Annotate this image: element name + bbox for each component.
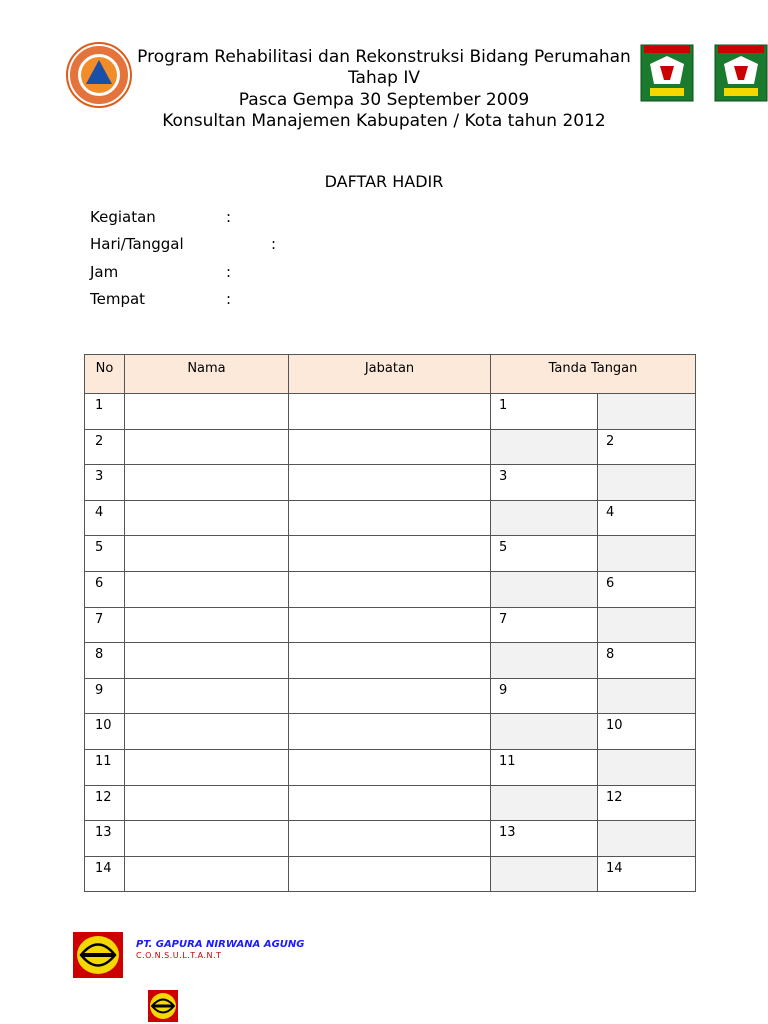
table-row (85, 394, 696, 430)
cell-jabatan (289, 465, 491, 501)
cell-signature-right (598, 856, 696, 892)
field-tempat-sep: : (226, 290, 232, 308)
field-kegiatan-label: Kegiatan (90, 208, 156, 226)
cell-no (85, 571, 125, 607)
cell-no-number: 6 (95, 575, 104, 591)
cell-signature-right (598, 394, 696, 430)
table-row (85, 856, 696, 892)
cell-signature-right-number: 8 (606, 647, 615, 663)
cell-signature-left (491, 500, 598, 536)
header-line-2: Tahap IV (347, 68, 421, 88)
table-row (85, 536, 696, 572)
cell-signature-right (598, 571, 696, 607)
col-header-jabatan: Jabatan (289, 355, 491, 394)
cell-no (85, 785, 125, 821)
cell-jabatan (289, 821, 491, 857)
cell-signature-left-number: 3 (499, 469, 508, 485)
cell-signature-left (491, 821, 598, 857)
cell-signature-right (598, 785, 696, 821)
header-line-4: Konsultan Manajemen Kabupaten / Kota tahun 2012 (162, 111, 606, 131)
cell-jabatan (289, 856, 491, 892)
cell-no-number: 12 (95, 789, 112, 805)
cell-jabatan (289, 678, 491, 714)
cell-no (85, 821, 125, 857)
cell-no-number: 14 (95, 860, 112, 876)
cell-no (85, 749, 125, 785)
cell-no-number: 8 (95, 647, 104, 663)
cell-jabatan (289, 643, 491, 679)
cell-nama (125, 821, 289, 857)
cell-signature-right (598, 465, 696, 501)
cell-no-number: 11 (95, 753, 112, 769)
cell-nama (125, 465, 289, 501)
cell-jabatan (289, 714, 491, 750)
cell-nama (125, 643, 289, 679)
cell-jabatan (289, 571, 491, 607)
cell-signature-left (491, 607, 598, 643)
cell-signature-left (491, 394, 598, 430)
table-row (85, 678, 696, 714)
cell-signature-right-number: 10 (606, 718, 623, 734)
cell-signature-right (598, 643, 696, 679)
cell-no-number: 13 (95, 825, 112, 841)
table-row (85, 500, 696, 536)
cell-no (85, 394, 125, 430)
table-row (85, 643, 696, 679)
cell-signature-left (491, 429, 598, 465)
cell-nama (125, 856, 289, 892)
field-kegiatan-sep: : (226, 208, 232, 226)
cell-signature-left-number: 7 (499, 611, 508, 627)
cell-signature-left (491, 785, 598, 821)
table-row (85, 465, 696, 501)
cell-no-number: 2 (95, 433, 104, 449)
cell-signature-right (598, 821, 696, 857)
col-header-nama: Nama (125, 355, 289, 394)
cell-no-number: 5 (95, 540, 104, 556)
cell-signature-right (598, 749, 696, 785)
cell-signature-left-number: 11 (499, 753, 516, 769)
cell-no (85, 714, 125, 750)
cell-nama (125, 785, 289, 821)
table-row (85, 714, 696, 750)
cell-nama (125, 500, 289, 536)
attendance-table (84, 354, 696, 892)
cell-signature-right-number: 14 (606, 860, 623, 876)
cell-no (85, 607, 125, 643)
page-title: DAFTAR HADIR (324, 172, 444, 191)
cell-signature-left-number: 1 (499, 398, 508, 413)
field-hari-sep: : (271, 235, 277, 253)
gapura-logo-small (148, 990, 178, 1022)
cell-signature-right (598, 678, 696, 714)
cell-nama (125, 678, 289, 714)
cell-jabatan (289, 536, 491, 572)
cell-no (85, 500, 125, 536)
cell-signature-left-number: 13 (499, 825, 516, 841)
field-jam-sep: : (226, 263, 232, 281)
header-line-3: Pasca Gempa 30 September 2009 (238, 90, 530, 110)
cell-signature-right-number: 6 (606, 575, 615, 591)
cell-signature-left (491, 856, 598, 892)
cell-jabatan (289, 500, 491, 536)
cell-signature-right-number: 12 (606, 789, 623, 805)
col-header-no: No (85, 355, 125, 394)
cell-no-number: 1 (95, 398, 104, 413)
field-tempat-label: Tempat (90, 290, 146, 308)
cell-nama (125, 607, 289, 643)
cell-signature-left (491, 714, 598, 750)
cell-no (85, 536, 125, 572)
cell-signature-left (491, 749, 598, 785)
cell-no (85, 856, 125, 892)
cell-jabatan (289, 607, 491, 643)
cell-signature-right (598, 429, 696, 465)
cell-no (85, 465, 125, 501)
cell-signature-right (598, 607, 696, 643)
cell-signature-left (491, 571, 598, 607)
table-row (85, 821, 696, 857)
cell-nama (125, 394, 289, 430)
cell-jabatan (289, 429, 491, 465)
cell-no-number: 7 (95, 611, 104, 627)
cell-no-number: 4 (95, 504, 104, 520)
field-hari-label: Hari/Tanggal (90, 235, 184, 253)
header-line-1: Program Rehabilitasi dan Rekonstruksi Bidang Perumahan (137, 47, 631, 67)
cell-no (85, 643, 125, 679)
cell-signature-left-number: 5 (499, 540, 508, 556)
cell-nama (125, 749, 289, 785)
table-row (85, 571, 696, 607)
table-row (85, 607, 696, 643)
cell-jabatan (289, 785, 491, 821)
cell-nama (125, 536, 289, 572)
cell-signature-right (598, 500, 696, 536)
table-row (85, 429, 696, 465)
cell-signature-right (598, 536, 696, 572)
cell-signature-left (491, 643, 598, 679)
cell-jabatan (289, 749, 491, 785)
cell-no-number: 3 (95, 469, 104, 485)
cell-signature-left (491, 465, 598, 501)
cell-no-number: 10 (95, 718, 112, 734)
cell-no-number: 9 (95, 682, 104, 698)
cell-signature-right (598, 714, 696, 750)
col-header-tanda-tangan: Tanda Tangan (491, 355, 696, 394)
cell-no (85, 429, 125, 465)
table-row (85, 749, 696, 785)
cell-nama (125, 571, 289, 607)
cell-jabatan (289, 394, 491, 430)
company-tagline: C.O.N.S.U.L.T.A.N.T (136, 951, 222, 960)
cell-nama (125, 429, 289, 465)
field-jam-label: Jam (90, 263, 119, 281)
table-row (85, 785, 696, 821)
cell-signature-left-number: 9 (499, 682, 508, 698)
cell-signature-right-number: 4 (606, 504, 615, 520)
cell-nama (125, 714, 289, 750)
company-name: PT. GAPURA NIRWANA AGUNG (136, 939, 305, 950)
cell-signature-right-number: 2 (606, 433, 615, 449)
cell-signature-left (491, 678, 598, 714)
cell-no (85, 678, 125, 714)
cell-signature-left (491, 536, 598, 572)
gapura-logo (73, 932, 123, 978)
